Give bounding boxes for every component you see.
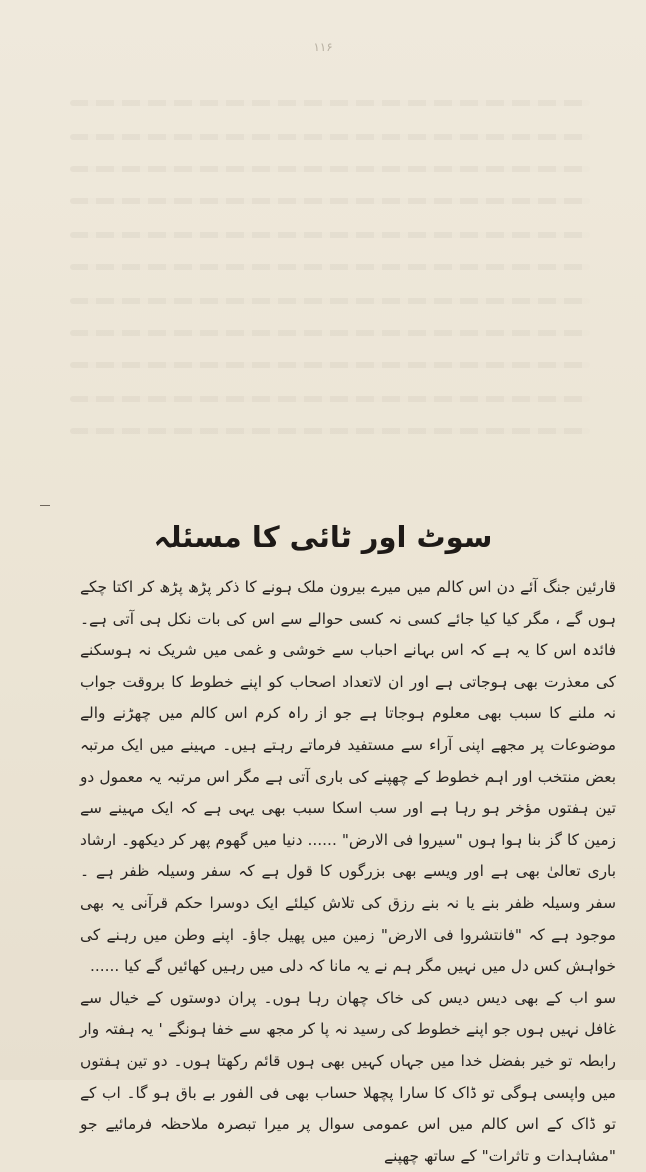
paragraph: قارئین جنگ آئے دن اس کالم میں میرے بیرون ملک ہونے کا ذکر پڑھ پڑھ کر اکتا چکے ہوں گے ، مگر کیا کیا جائے کسی نہ کسی حوالے سے اس کی بات نکل ہی آتی ہے۔ فائدہ اس کا یہ ہے کہ اس بہانے احباب سے خوشی و غمی میں شریک نہ ہوسکنے کی معذرت بھی ہوجاتی ہے اور ان لاتعداد اصحاب کو اپنے خطوط کا بروقت جواب نہ ملنے کا سبب بھی معلوم ہوجاتا ہے جو از راہ کرم اس کالم میں چھڑنے والے موضوعات پر مجھے اپنی آراء سے مستفید فرماتے رہتے ہیں۔ مہینے میں ایک مرتبہ بعض منتخب اور اہم خطوط کے چھپنے کی باری آتی ہے مگر اس مرتبہ یہ معمول دو تین ہفتوں مؤخر ہو رہا ہے اور سب اسکا سبب بھی یہی ہے کہ ایک مہینے سے زمین کا گز بنا ہوا ہوں "سیروا فی الارض" ...... دنیا میں گھوم پھر کر دیکھو۔ ارشاد باری تعالیٰ بھی ہے اور ویسے بھی بزرگوں کا قول ہے کہ سفر وسیلہ ظفر ہے ۔ سفر وسیلہ ظفر بنے یا نہ بنے رزق کی تلاش کیلئے ایک دوسرا حکم قرآنی یہ بھی موجود ہے کہ "فانتشروا فی الارض" زمین میں پھیل جاؤ۔ اپنے وطن میں رہنے کی خواہش کس دل میں نہیں مگر ہم نے یہ مانا کہ دلی میں رہیں کھائیں گے کیا ...... (80, 578, 616, 976)
margin-mark (40, 505, 50, 506)
bleed-through-line (70, 330, 590, 336)
bleed-through-line (70, 298, 590, 304)
page-number: ۱۱۶ (313, 40, 333, 54)
bleed-through-line (70, 166, 590, 172)
bleed-through-line (70, 232, 590, 238)
bleed-through-line (70, 264, 590, 270)
article-body (80, 572, 616, 1172)
bleed-through-line (70, 134, 590, 140)
bleed-through-line (70, 362, 590, 368)
bleed-through-line (70, 396, 590, 402)
bleed-through-line (70, 198, 590, 204)
paragraph: سو اب کے بھی دیس دیس کی خاک چھان رہا ہوں۔ پران دوستوں کے خیال سے غافل نہیں ہوں جو اپنے خطوط کی رسید نہ پا کر مجھ سے خفا ہونگے ' یہ ہفتہ وار رابطہ تو خیر بفضل خدا میں جہاں کہیں بھی ہوں قائم رکھتا ہوں۔ دو تین ہفتوں میں واپسی ہوگی تو ڈاک کا سارا پچھلا حساب بھی فی الفور بے باق ہو گا۔ اب کے تو ڈاک کے اس کالم میں اس عمومی سوال پر میرا تبصرہ ملاحظہ فرمائیے جو "مشاہدات و تاثرات" کے ساتھ چھپنے (80, 988, 616, 1165)
bleed-through-line (70, 428, 590, 434)
article-title: سوٹ اور ٹائی کا مسئلہ (153, 520, 493, 554)
bleed-through-line (70, 100, 590, 106)
